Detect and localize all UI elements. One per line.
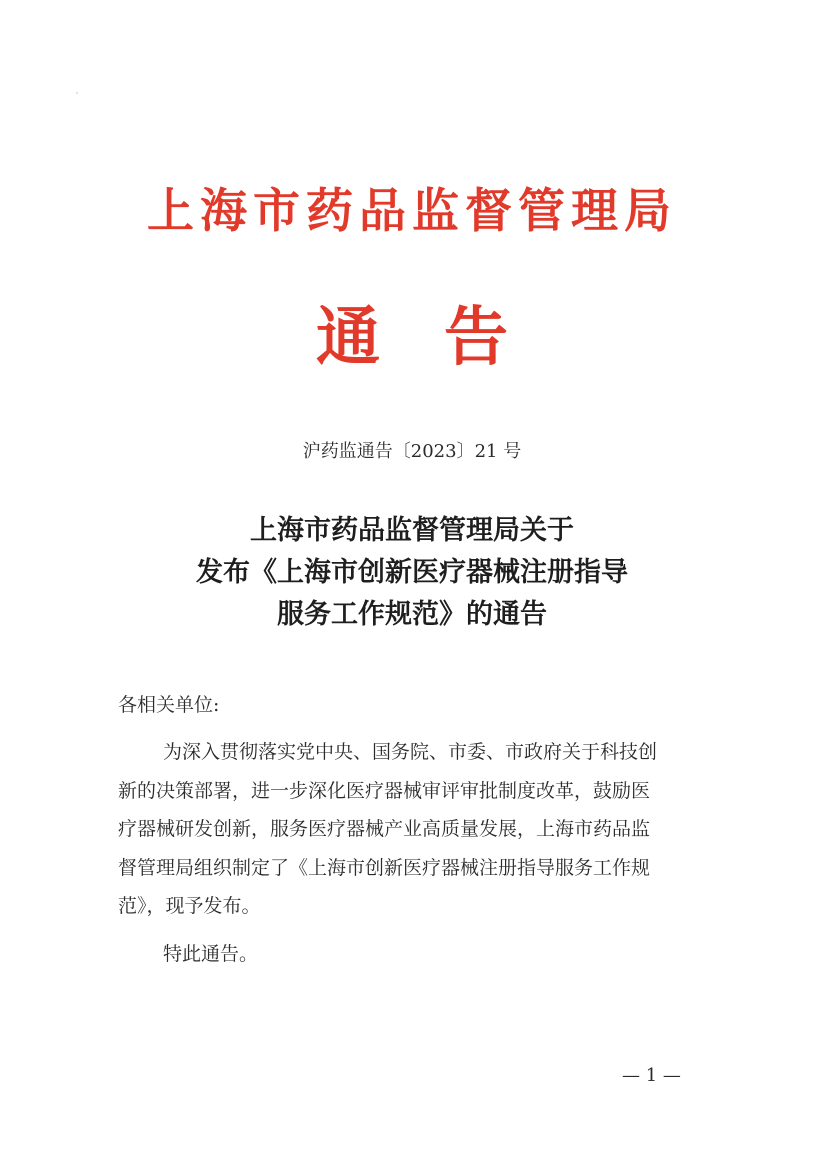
body-line: 新的决策部署，进一步深化医疗器械审评审批制度改革，鼓励医 bbox=[118, 779, 651, 802]
closing-remark: 特此通告。 bbox=[163, 943, 259, 965]
document-type-heading: 通 告 bbox=[316, 300, 508, 375]
title-line: 上海市药品监督管理局关于 bbox=[250, 515, 574, 546]
title-line: 服务工作规范》的通告 bbox=[277, 599, 547, 630]
title-line: 发布《上海市创新医疗器械注册指导 bbox=[196, 557, 628, 588]
scan-speck bbox=[76, 92, 78, 94]
document-title bbox=[0, 510, 824, 636]
body-line: 疗器械研发创新，服务医疗器械产业高质量发展，上海市药品监 bbox=[118, 818, 651, 840]
salutation: 各相关单位: bbox=[118, 694, 220, 716]
page-number: — 1 — bbox=[622, 1065, 681, 1086]
agency-name-header: 上海市药品监督管理局 bbox=[147, 184, 677, 239]
body-line: 为深入贯彻落实党中央、国务院、市委、市政府关于科技创 bbox=[163, 741, 658, 763]
document-number: 沪药监通告〔2023〕21 号 bbox=[302, 441, 522, 462]
body-paragraph bbox=[118, 733, 738, 926]
body-line: 范》，现予发布。 bbox=[118, 895, 261, 917]
body-line: 督管理局组织制定了《上海市创新医疗器械注册指导服务工作规 bbox=[118, 856, 651, 879]
